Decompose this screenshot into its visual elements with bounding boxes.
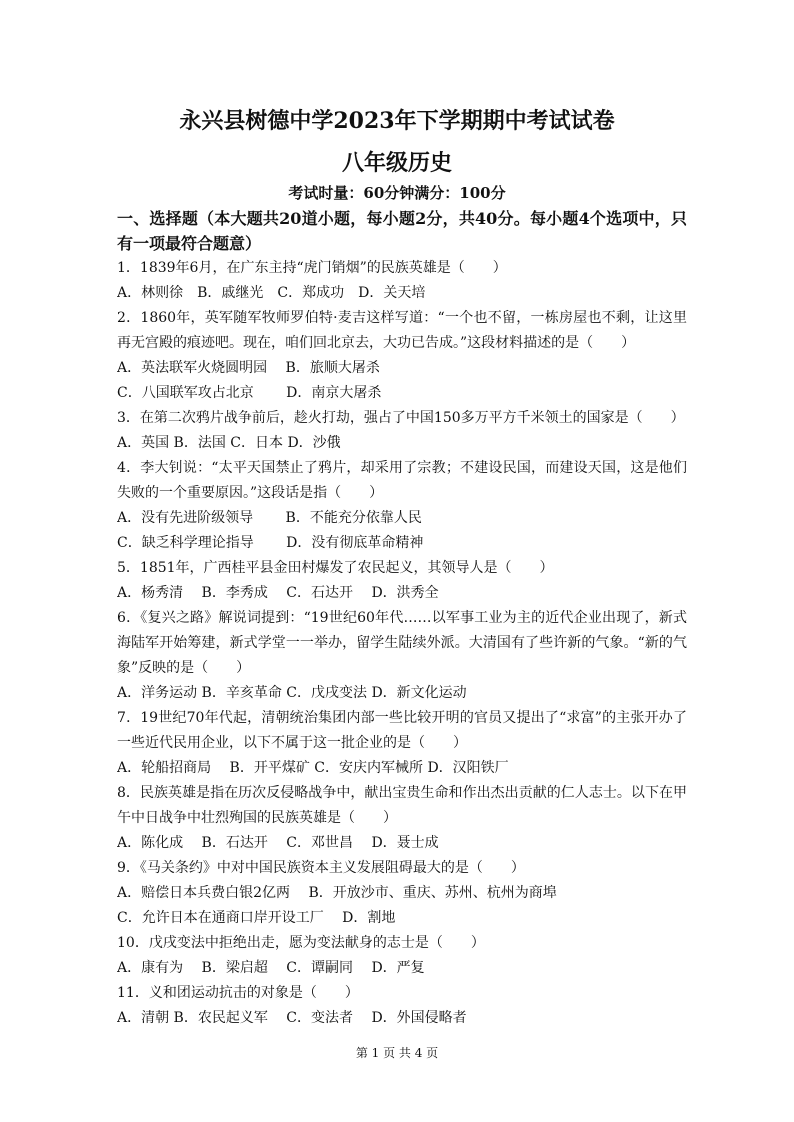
exam-subject: 八年级历史	[341, 150, 452, 176]
question-stem: 1．1839年6月，在广东主持“虎门销烟”的民族英雄是（ ）	[117, 260, 507, 276]
exam-title: 永兴县树德中学2023年下学期期中考试试卷	[179, 108, 615, 134]
question-options: A．英法联军火烧圆明园 B．旅顺大屠杀	[117, 360, 380, 376]
question-stem: 5．1851年，广西桂平县金田村爆发了农民起义，其领导人是（ ）	[117, 560, 554, 576]
section-heading: 一、选择题（本大题共20道小题，每小题2分，共40分。每小题4个选项中，只有一项最符合题意）	[117, 209, 687, 253]
question-options: A．英国 B．法国 C．日本 D．沙俄	[117, 435, 341, 451]
question-options: A．没有先进阶级领导 B．不能充分依靠人民	[117, 510, 422, 526]
question-options: A．陈化成 B．石达开 C．邓世昌 D．聂士成	[117, 835, 439, 851]
question-options: A．林则徐 B．戚继光 C．郑成功 D．关天培	[117, 285, 426, 301]
question-options: A．赔偿日本兵费白银2亿两 B．开放沙市、重庆、苏州、杭州为商埠	[117, 885, 557, 901]
question-stem: 2．1860年，英军随军牧师罗伯特·麦吉这样写道：“一个也不留，一栋房屋也不剩，让这里再无宫殿的痕迹吧。现在，咱们回北京去，大功已告成。”这段材料描述的是（ ）	[117, 310, 687, 351]
question-options: C．允许日本在通商口岸开设工厂 D．割地	[117, 910, 396, 926]
question-stem: 4．李大钊说：“太平天国禁止了鸦片，却采用了宗教；不建设民国，而建设天国，这是他们失败的一个重要原因。”这段话是指（ ）	[117, 460, 687, 501]
question-stem: 7．19世纪70年代起，清朝统治集团内部一些比较开明的官员又提出了“求富”的主张开办了一些近代民用企业，以下不属于这一批企业的是（ ）	[117, 710, 687, 751]
question-stem: 10．戊戌变法中拒绝出走，愿为变法献身的志士是（ ）	[117, 935, 485, 951]
question-options: A．轮船招商局 B．开平煤矿 C．安庆内军械所 D．汉阳铁厂	[117, 760, 509, 776]
question-options: C．八国联军攻占北京 D．南京大屠杀	[117, 385, 382, 401]
question-options: C．缺乏科学理论指导 D．没有彻底革命精神	[117, 535, 424, 551]
question-stem: 3．在第二次鸦片战争前后，趁火打劫，强占了中国150多万平方千米领土的国家是（ ）	[117, 410, 685, 426]
question-stem: 9．《马关条约》中对中国民族资本主义发展阻碍最大的是（ ）	[117, 860, 525, 876]
page-number: 第 1 页 共 4 页	[355, 1046, 439, 1060]
question-stem: 6．《复兴之路》解说词提到：“19世纪60年代……以军事工业为主的近代企业出现了，新式海陆军开始筹建，新式学堂一一举办，留学生陆续外派。大清国有了些许新的气象。“新的气象”反映的是（ ）	[117, 610, 687, 676]
exam-info: 考试时量：60分钟满分：100分	[288, 184, 506, 202]
question-options: A．清朝 B．农民起义军 C．变法者 D．外国侵略者	[117, 1010, 467, 1026]
question-list	[117, 256, 687, 1031]
question-options: A．杨秀清 B．李秀成 C．石达开 D．洪秀全	[117, 585, 439, 601]
question-options: A．康有为 B．梁启超 C．谭嗣同 D．严复	[117, 960, 425, 976]
question-options: A．洋务运动 B．辛亥革命 C．戊戌变法 D．新文化运动	[117, 685, 467, 701]
question-stem: 8．民族英雄是指在历次反侵略战争中，献出宝贵生命和作出杰出贡献的仁人志士。以下在甲午中日战争中壮烈殉国的民族英雄是（ ）	[117, 785, 687, 826]
question-stem: 11．义和团运动抗击的对象是（ ）	[117, 985, 359, 1001]
